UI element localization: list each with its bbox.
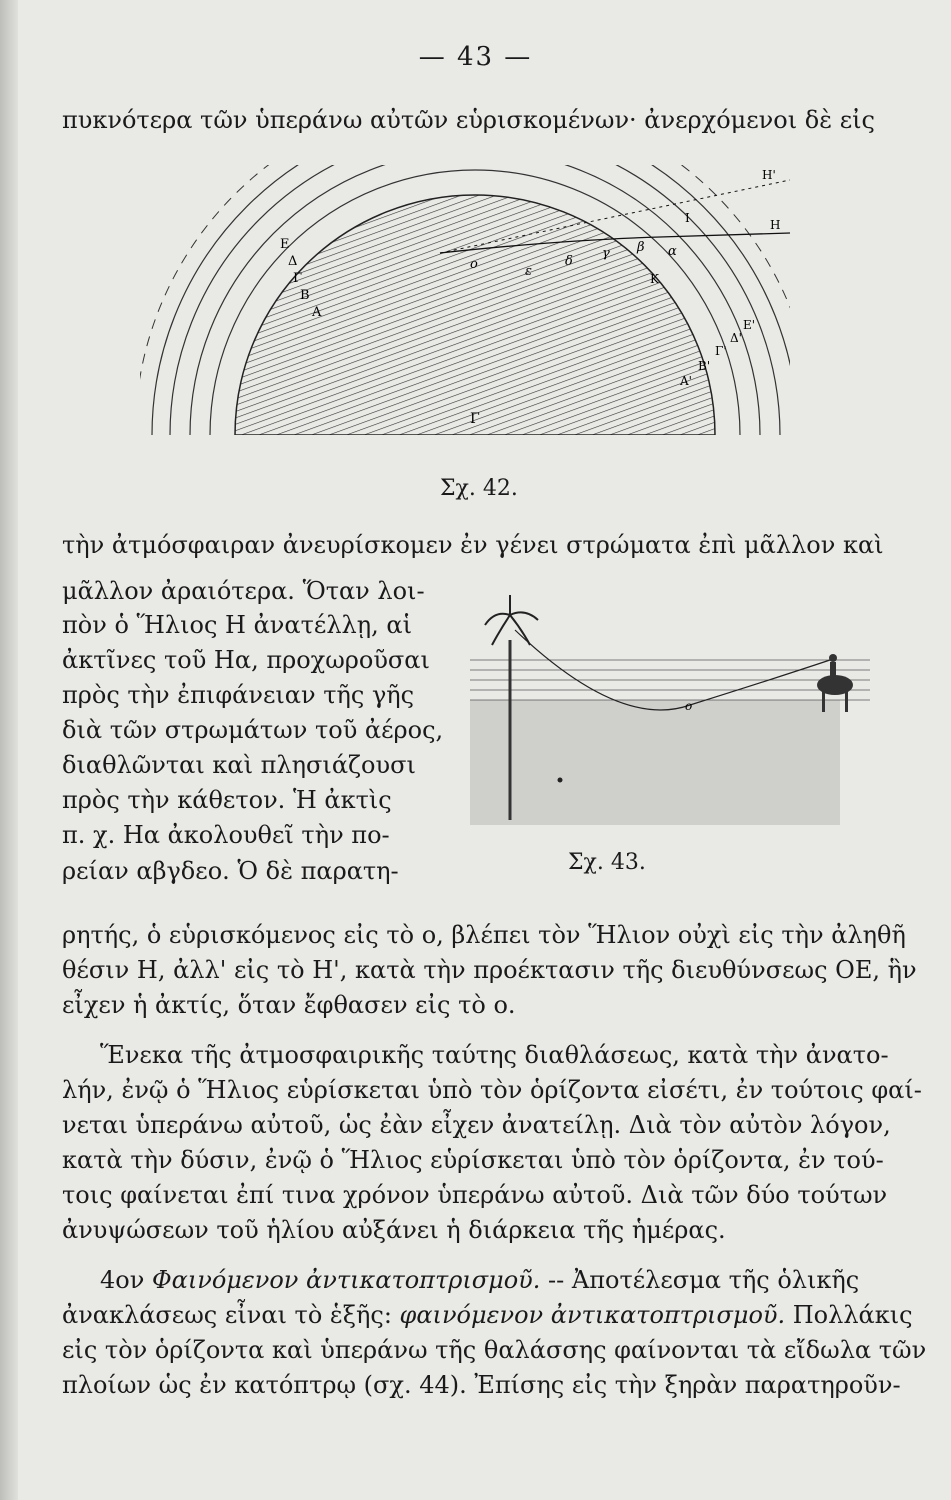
right-arc-label: Γ' (715, 344, 727, 358)
text-line: π. χ. Ηα ἀκολουθεῖ τὴν πο- (62, 821, 390, 849)
section-title: Φαινόμενον ἀντικατοπτρισμοῦ. (151, 1266, 541, 1294)
emphasis-span: φαινόμενον ἀντικατοπτρισμοῦ. (399, 1301, 786, 1329)
path-label: α (668, 244, 677, 259)
right-label: Ι (685, 211, 690, 225)
text-span: Πολλάκις (785, 1301, 913, 1329)
left-label: Δ (288, 254, 298, 269)
path-label: ο (470, 257, 478, 272)
figure-43-illustration (470, 590, 880, 835)
left-label: Α (312, 305, 322, 320)
text-line: ἀνυψώσεων τοῦ ἡλίου αὐξάνει ἡ διάρκεια τῆς ἡμέρας. (62, 1216, 726, 1244)
right-label: Η (770, 218, 781, 232)
text-line: ἀκτῖνες τοῦ Ηα, προχωροῦσαι (62, 646, 430, 674)
path-label: β (637, 240, 645, 255)
path-label: ε (525, 264, 532, 279)
text-line: εἰς τὸν ὁρίζοντα καὶ ὑπεράνω τῆς θαλάσσης φαίνονται τὰ εἴδωλα τῶν (62, 1336, 927, 1364)
page-edge-shadow (0, 0, 18, 1500)
left-label: Ε (280, 237, 290, 252)
text-line: κατὰ τὴν δύσιν, ἐνῷ ὁ Ἥλιος εὑρίσκεται ὑπὸ τὸν ὁρίζοντα, ἐν τού- (62, 1146, 884, 1174)
right-arc-label: Δ' (730, 331, 742, 345)
right-arc-label: Α' (680, 374, 692, 388)
text-line: πὸν ὁ Ἥλιος Η ἀνατέλλῃ, αἱ (62, 611, 412, 639)
right-arc-label: Β' (698, 359, 711, 373)
text-line: τοις φαίνεται ἐπί τινα χρόνον ὑπεράνω αὐτοῦ. Διὰ τῶν δύο τούτων (62, 1181, 888, 1209)
text-span: ἀνακλάσεως εἶναι τὸ ἑξῆς: (62, 1301, 400, 1329)
text-line: μᾶλλον ἀραιότερα. Ὅταν λοι- (62, 577, 425, 605)
earth-section (235, 195, 715, 435)
desert-ground (470, 700, 840, 825)
figure-42-caption: Σχ. 42. (440, 476, 518, 501)
center-label: Γ (470, 411, 480, 427)
text-line: νεται ὑπεράνω αὐτοῦ, ὡς ἐὰν εἶχεν ἀνατείλῃ. Διὰ τὸν αὐτὸν λόγον, (62, 1111, 891, 1139)
text-line: πρὸς τὴν κάθετον. Ἡ ἀκτὶς (62, 786, 392, 814)
text-line: πυκνότερα τῶν ὑπεράνω αὐτῶν εὑρισκομένων· ἀνερχόμενοι δὲ εἰς (62, 106, 875, 134)
text-line: θέσιν Η, ἀλλ' εἰς τὸ Η', κατὰ τὴν προέκτασιν τῆς διευθύνσεως ΟΕ, ἣν (62, 956, 917, 984)
text-line: εἶχεν ἡ ἀκτίς, ὅταν ἔφθασεν εἰς τὸ ο. (62, 991, 516, 1019)
right-label: Κ (650, 272, 659, 286)
text-line: Ἕνεκα τῆς ἀτμοσφαιρικῆς ταύτης διαθλάσεως, κατὰ τὴν ἀνατο- (100, 1041, 889, 1069)
path-label: γ (602, 246, 610, 261)
right-arc-label: Ε' (743, 318, 756, 332)
text-line: πλοίων ὡς ἐν κατόπτρῳ (σχ. 44). Ἐπίσης εἰς τὴν ξηρὰν παρατηροῦν- (62, 1371, 901, 1399)
text-line: πρὸς τὴν ἐπιφάνειαν τῆς γῆς (62, 681, 415, 709)
page-number: — 43 — (418, 42, 533, 72)
right-label: Η' (762, 168, 776, 182)
path-label: δ (565, 254, 573, 269)
text-line: διὰ τῶν στρωμάτων τοῦ ἀέρος, (62, 716, 444, 744)
figure-43-caption: Σχ. 43. (568, 850, 646, 875)
text-line (62, 1300, 913, 1330)
section-heading-line (100, 1265, 890, 1295)
text-line: διαθλῶνται καὶ πλησιάζουσι (62, 751, 416, 779)
text-line: ρείαν αβγδεο. Ὁ δὲ παρατη- (62, 857, 399, 885)
left-label: Β (300, 288, 310, 303)
section-heading-rest: -- Ἀποτέλεσμα τῆς ὁλικῆς (540, 1266, 860, 1294)
left-label: Γ (293, 271, 303, 286)
section-number: 4ον (100, 1266, 145, 1294)
text-line: ρητής, ὁ εὑρισκόμενος εἰς τὸ ο, βλέπει τὸν Ἥλιον οὐχὶ εἰς τὴν ἀληθῆ (62, 921, 906, 949)
text-line: λήν, ἐνῷ ὁ Ἥλιος εὑρίσκεται ὑπὸ τὸν ὁρίζοντα εἰσέτι, ἐν τούτοις φαί- (62, 1076, 922, 1104)
observer-label: ο (685, 699, 693, 713)
figure-42-diagram (140, 165, 790, 465)
text-line: τὴν ἀτμόσφαιραν ἀνευρίσκομεν ἐν γένει στρώματα ἐπὶ μᾶλλον καὶ (62, 531, 884, 559)
